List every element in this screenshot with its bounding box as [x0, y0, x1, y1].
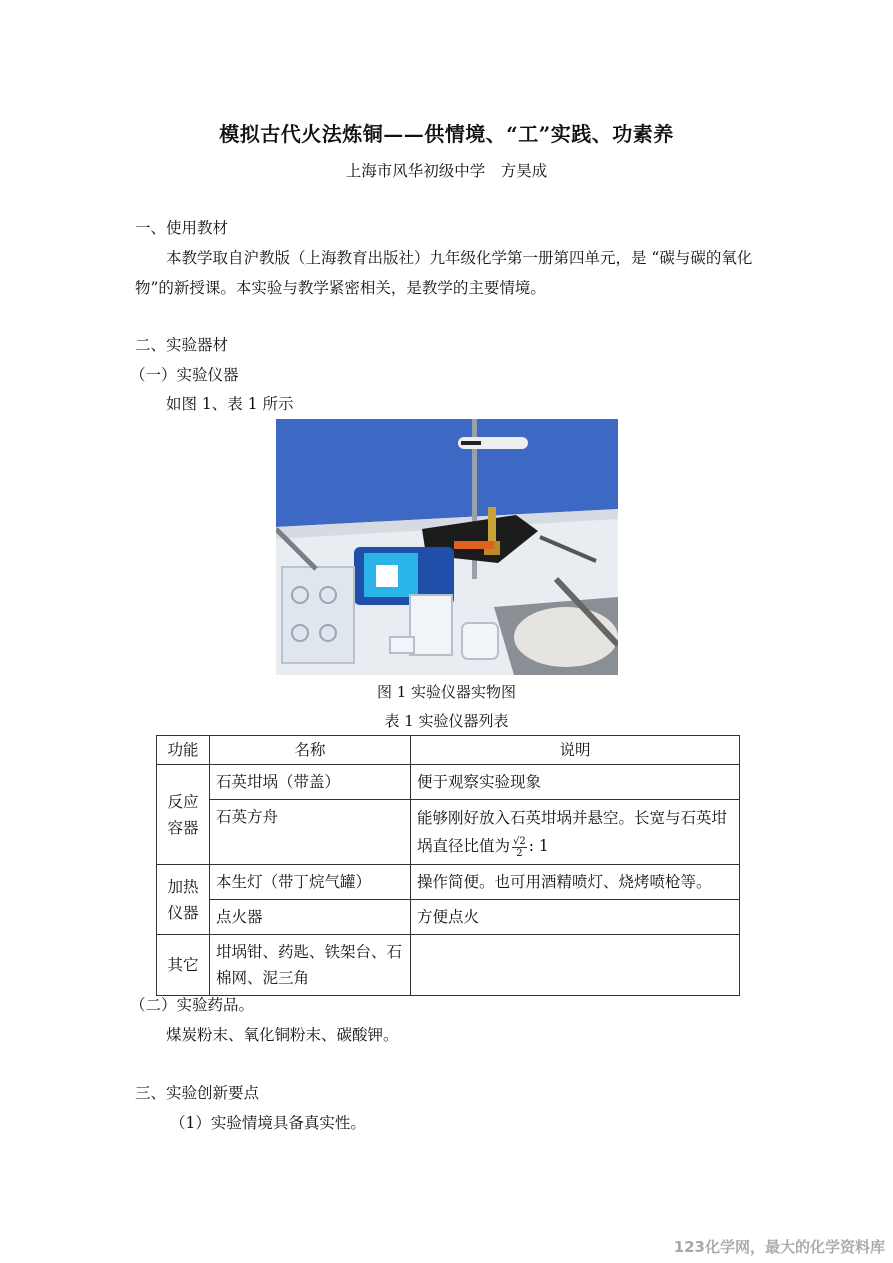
section3-item1: （1）实验情境具备真实性。: [170, 1114, 366, 1132]
lab-equipment-illustration: [276, 419, 618, 675]
function-cell: 加热仪器: [157, 865, 210, 935]
lab-equipment-photo: [276, 419, 618, 675]
section2-heading: 二、实验器材: [135, 336, 229, 354]
section3-heading: 三、实验创新要点: [135, 1084, 260, 1102]
desc-line2-post: : 1: [528, 837, 549, 855]
ratio-fraction: [512, 836, 527, 859]
section2-sub2: （二）实验药品。: [130, 996, 255, 1014]
name-cell: 点火器: [210, 900, 411, 935]
desc-line2-pre: 埚直径比值为: [417, 837, 511, 855]
desc-cell: [411, 800, 740, 865]
figure-caption: 图 1 实验仪器实物图: [376, 683, 517, 701]
fraction-denominator: 2: [516, 847, 523, 859]
desc-cell: 方便点火: [411, 900, 740, 935]
header-name: 名称: [210, 736, 411, 765]
name-cell: 坩埚钳、药匙、铁架台、石棉网、泥三角: [210, 935, 411, 996]
name-cell: 本生灯（带丁烷气罐）: [210, 865, 411, 900]
desc-cell: [411, 935, 740, 996]
document-title: 模拟古代火法炼铜——供情境、“工”实践、功素养: [219, 122, 674, 146]
function-cell: 其它: [157, 935, 210, 996]
name-cell: 石英坩埚（带盖）: [210, 765, 411, 800]
function-cell: 反应容器: [157, 765, 210, 865]
author-line: 上海市风华初级中学 方昊成: [345, 162, 548, 180]
section1-heading: 一、使用教材: [135, 219, 229, 237]
chemicals-list: 煤炭粉末、氧化铜粉末、碳酸钾。: [166, 1026, 399, 1044]
table-row: [157, 800, 740, 865]
table-caption: 表 1 实验仪器列表: [384, 712, 509, 730]
desc-cell: 便于观察实验现象: [411, 765, 740, 800]
table-header-row: [157, 736, 740, 765]
table-row: [157, 765, 740, 800]
desc-cell: 操作简便。也可用酒精喷灯、烧烤喷枪等。: [411, 865, 740, 900]
header-description: 说明: [411, 736, 740, 765]
table-row: [157, 865, 740, 900]
section2-sub1: （一）实验仪器: [130, 366, 239, 384]
desc-line1: 能够刚好放入石英坩埚并悬空。长宽与石英坩: [417, 809, 728, 827]
figure-intro: 如图 1、表 1 所示: [166, 395, 294, 413]
name-cell: 石英方舟: [210, 800, 411, 865]
table-row: [157, 935, 740, 996]
footer-watermark: 123化学网，最大的化学资料库: [673, 1238, 885, 1256]
instrument-table: [156, 735, 740, 996]
header-function: 功能: [157, 736, 210, 765]
table-row: [157, 900, 740, 935]
section1-para-line2: 物”的新授课。本实验与教学紧密相关，是教学的主要情境。: [135, 279, 546, 297]
section1-para-line1: 本教学取自沪教版（上海教育出版社）九年级化学第一册第四单元，是 “碳与碳的氧化: [166, 249, 753, 267]
fraction-numerator: √2: [513, 835, 526, 847]
